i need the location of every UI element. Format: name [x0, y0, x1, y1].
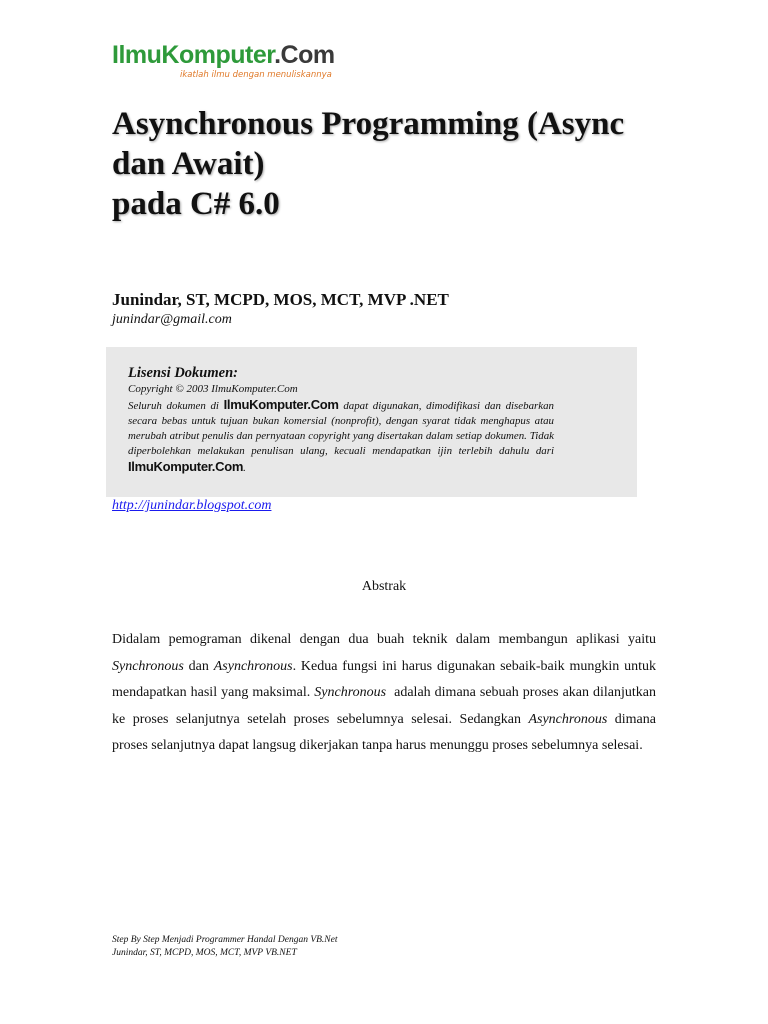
- license-text-start: Seluruh dokumen di: [128, 400, 219, 412]
- logo-text-dark: .Com: [274, 41, 335, 69]
- author-email: junindar@gmail.com: [112, 312, 232, 327]
- abstract-text-2: . Kedua fungsi ini harus digunakan sebaik-baik mungkin untuk mendapatkan hasil yang maksimal.: [112, 658, 657, 701]
- abstract-text-and: dan: [188, 658, 209, 674]
- title-line-1: Asynchronous Programming (Async: [112, 106, 625, 142]
- license-copyright: Copyright © 2003 IlmuKomputer.Com: [128, 383, 298, 395]
- term-asynchronous-2: Asynchronous: [528, 711, 608, 727]
- footer-line-2: Junindar, ST, MCPD, MOS, MCT, MVP VB.NET: [112, 948, 297, 958]
- license-heading: Lisensi Dokumen:: [128, 365, 238, 381]
- term-asynchronous: Asynchronous: [213, 658, 293, 674]
- license-text-end: .: [243, 462, 246, 474]
- document-title: [112, 104, 672, 224]
- logo-wordmark: [112, 40, 335, 70]
- logo-text-green: IlmuKomputer: [112, 41, 275, 69]
- term-synchronous-2: Synchronous: [314, 685, 387, 701]
- footer-line-1: Step By Step Menjadi Programmer Handal Dengan VB.Net: [112, 935, 338, 945]
- license-text: [128, 397, 554, 476]
- license-brand-2: IlmuKomputer.Com: [128, 459, 244, 474]
- license-text-middle: dapat digunakan, dimodifikasi dan disebarkan secara bebas untuk tujuan bukan komersial (nonprofit), dengan syarat tidak menghapus atau merubah atribut penulis dan pernyataan copyright yang disertakan dalam setiap dokumen. Tidak diperbolehkan melakukan penulisan ulang, kecuali mendapatkan ijin terlebih dahulu dari: [128, 400, 554, 457]
- blog-link[interactable]: http://junindar.blogspot.com: [112, 498, 272, 513]
- page-footer: [112, 934, 338, 960]
- author-name: Junindar, ST, MCPD, MOS, MCT, MVP .NET: [112, 290, 449, 309]
- title-line-3: pada C# 6.0: [112, 186, 280, 222]
- title-line-2: dan Await): [112, 146, 265, 182]
- logo-tagline: ikatlah ilmu dengan menuliskannya: [180, 70, 332, 80]
- abstract-paragraph: [112, 627, 656, 760]
- abstract-text-1: Didalam pemograman dikenal dengan dua buah teknik dalam membangun aplikasi yaitu: [112, 632, 656, 647]
- abstract-text-3: adalah dimana sebuah proses akan dilanjutkan ke proses selanjutnya setelah proses sebelumnya selesai. Sedangkan: [112, 685, 656, 727]
- abstract-heading: Abstrak: [361, 579, 407, 594]
- site-logo: [112, 40, 335, 80]
- abstract-text-4: dimana proses selanjutnya dapat langsug dikerjakan tanpa harus menunggu proses sebelumnya selesai.: [112, 711, 656, 754]
- license-brand-1: IlmuKomputer.Com: [223, 397, 339, 412]
- term-synchronous: Synchronous: [112, 658, 184, 674]
- license-box: [106, 347, 637, 497]
